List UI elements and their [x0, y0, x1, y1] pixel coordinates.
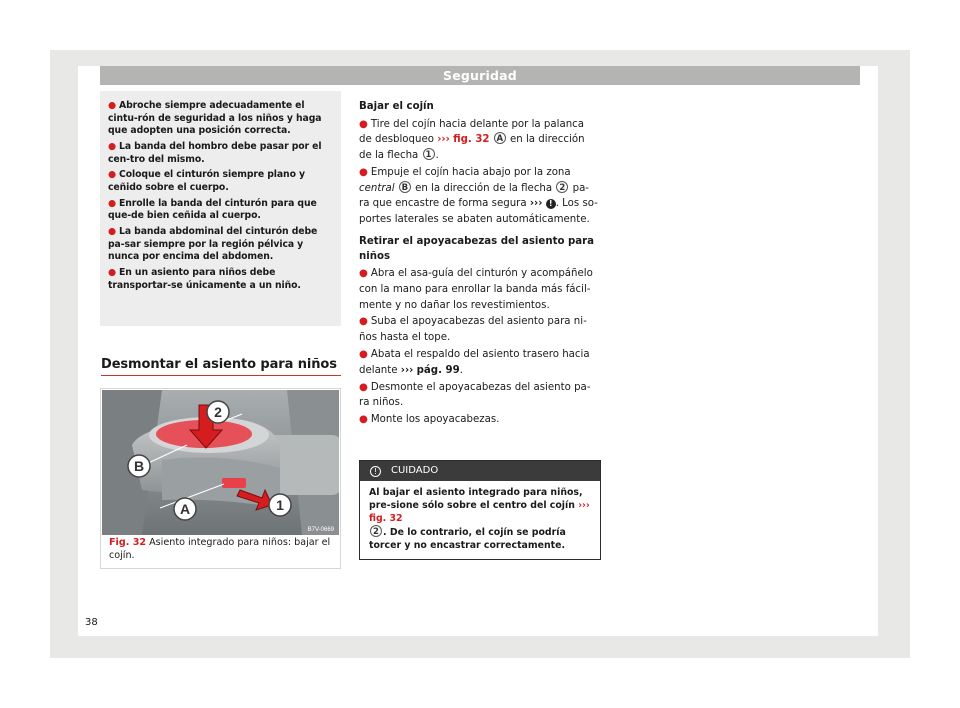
bullet-icon: ●	[359, 166, 368, 178]
label-two-icon	[207, 401, 229, 423]
svg-text:A: A	[179, 501, 191, 517]
label-b-icon	[128, 455, 150, 477]
warning-text: La banda abdominal del cinturón debe pa-sar siempre por la región pélvica y nunca por encima del abdomen.	[108, 226, 318, 263]
caution-text: Al bajar el asiento integrado para niños, pre-sione sólo sobre el centro del cojín ››› fig. 32 2 . De lo contrario, el cojín se podría torcer y no encastrar correctamente.	[369, 487, 590, 552]
step-item: ● Monte los apoyacabezas.	[359, 414, 500, 426]
page-number: 38	[85, 617, 98, 628]
bullet-icon: ●	[359, 316, 368, 328]
marker-two-icon: 2	[556, 181, 568, 193]
caution-header	[360, 461, 600, 481]
svg-text:B: B	[133, 458, 145, 474]
xref-arrow-icon: ›››	[437, 134, 450, 146]
xref-arrow-icon: ›››	[578, 499, 590, 511]
bullet-icon: ●	[108, 169, 117, 181]
title-divider	[101, 375, 341, 376]
warning-text: Coloque el cinturón siempre plano y ceñido sobre el cuerpo.	[108, 169, 305, 193]
bullet-icon: ●	[359, 381, 368, 393]
bullet-icon: ●	[108, 267, 117, 279]
page-link[interactable]: pág. 99	[416, 364, 460, 376]
marker-b-icon: B	[399, 181, 411, 193]
figure-caption-text: Asiento integrado para niños: bajar el cojín.	[109, 537, 331, 561]
warning-item	[108, 169, 334, 194]
label-one-icon	[269, 494, 291, 516]
marker-two-icon: 2	[370, 525, 382, 537]
bullet-icon: ●	[108, 226, 117, 238]
figure-link[interactable]: fig. 32	[453, 134, 490, 146]
bullet-icon: ●	[359, 268, 368, 280]
label-a-icon	[174, 498, 196, 520]
figure-caption	[109, 537, 335, 562]
step-item: ● Empuje el cojín hacia abajo por la zona central B en la dirección de la flecha 2 pa-ra que encastre de forma segura ››› ! . Los so-portes laterales se abaten automáticamente.	[359, 166, 598, 226]
subheading-lower-cushion: Bajar el cojín	[359, 101, 434, 112]
marker-one-icon: 1	[423, 148, 435, 160]
caution-icon: !	[370, 466, 381, 477]
figure-image	[102, 390, 339, 535]
step-item: ● Suba el apoyacabezas del asiento para ni-ños hasta el tope.	[359, 316, 587, 344]
marker-a-icon: A	[494, 132, 506, 144]
step-item: ● Abra el asa-guía del cinturón y acompáñelo con la mano para enrollar la banda más fácil-mente y no dañar los revestimientos.	[359, 268, 593, 311]
warning-item	[108, 267, 334, 292]
step-item: ● Tire del cojín hacia delante por la palanca de desbloqueo ››› fig. 32 A en la dirección de la flecha 1 .	[359, 118, 585, 162]
warning-text: La banda del hombro debe pasar por el cen-tro del mismo.	[108, 140, 322, 165]
figure-code: B7V-0669	[307, 527, 334, 533]
subheading-remove-headrest: Retirar el apoyacabezas del asiento para niños	[359, 236, 595, 262]
warning-text: En un asiento para niños debe transportar-se únicamente a un niño.	[108, 267, 301, 291]
bullet-icon: ●	[359, 414, 368, 426]
step-item: ● Desmonte el apoyacabezas del asiento pa-ra niños.	[359, 381, 591, 409]
warning-list	[100, 91, 341, 292]
svg-text:2: 2	[214, 404, 222, 420]
warning-list-box	[100, 91, 341, 326]
step-item: ● Abata el respaldo del asiento trasero hacia delante ››› pág. 99.	[359, 349, 590, 376]
warning-item	[108, 226, 334, 264]
svg-text:1: 1	[276, 497, 284, 513]
bullet-icon: ●	[108, 140, 117, 152]
seat-illustration	[102, 390, 339, 535]
bullet-icon: ●	[108, 100, 117, 111]
xref-arrow-icon: ›››	[400, 364, 414, 376]
warning-item	[108, 198, 334, 223]
instructions-column	[359, 100, 599, 429]
warning-text: Abroche siempre adecuadamente el cintu-rón de seguridad a los niños y haga que adopten una posición correcta.	[108, 100, 322, 137]
bullet-icon: ●	[359, 349, 368, 361]
figure-link[interactable]: fig. 32	[369, 512, 403, 524]
warning-item	[108, 141, 334, 166]
xref-arrow-icon: ›››	[529, 198, 543, 210]
section-title: Desmontar el asiento para niños	[101, 357, 337, 372]
caution-title: CUIDADO	[391, 465, 439, 476]
figure-box	[100, 388, 341, 569]
warning-icon[interactable]: !	[546, 199, 556, 209]
caution-box	[359, 460, 601, 560]
figure-number: Fig. 32	[109, 537, 147, 548]
section-header: Seguridad	[100, 66, 860, 85]
warning-item	[108, 100, 334, 138]
bullet-icon: ●	[359, 118, 368, 130]
warning-text: Enrolle la banda del cinturón para que que-de bien ceñida al cuerpo.	[108, 197, 317, 222]
bullet-icon: ●	[108, 197, 117, 209]
